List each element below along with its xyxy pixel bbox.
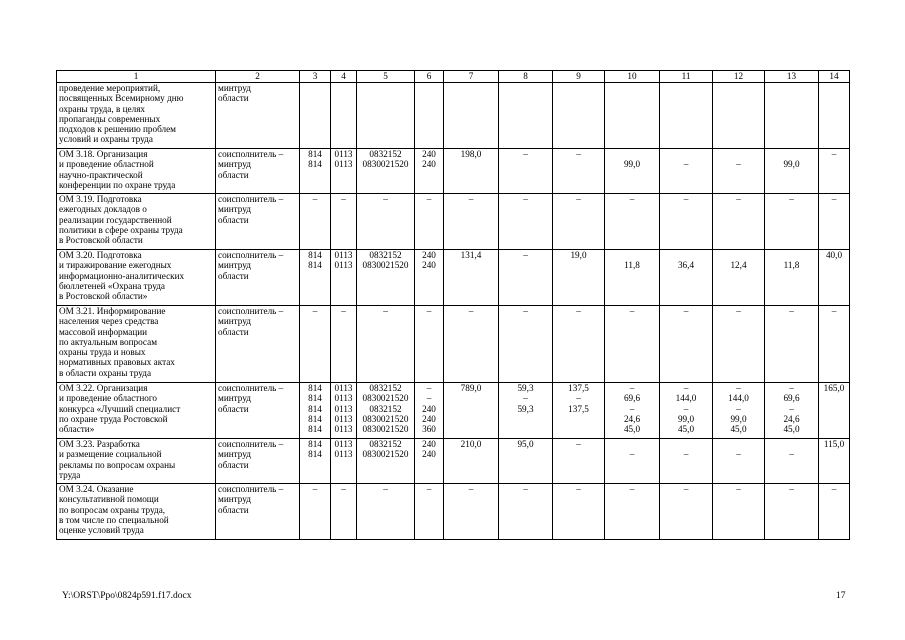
- value-cell: –: [765, 194, 819, 250]
- header-cell-6: 6: [415, 71, 444, 83]
- value-cell: – 69,6 – 24,6 45,0: [605, 383, 660, 439]
- value-cell: –: [553, 484, 605, 540]
- value-cell: 0832152 0830021520 0832152 0830021520 0830021520: [357, 383, 415, 439]
- page-number: 17: [836, 591, 846, 601]
- value-cell: –: [300, 306, 331, 383]
- header-cell-5: 5: [357, 71, 415, 83]
- value-cell: – 69,6 – 24,6 45,0: [765, 383, 819, 439]
- value-cell: –: [553, 194, 605, 250]
- value-cell: –: [415, 194, 444, 250]
- activity-cell: ОМ 3.19. Подготовка ежегодных докладов о реализации государственной политики в сфере охраны труда в Ростовской области: [57, 194, 216, 250]
- value-cell: 240 240: [415, 149, 444, 194]
- value-cell: 12,4: [713, 250, 765, 306]
- value-cell: –: [300, 194, 331, 250]
- value-cell: 814 814 814 814 814: [300, 383, 331, 439]
- value-cell: –: [499, 306, 553, 383]
- value-cell: –: [331, 306, 357, 383]
- executor-cell: соисполнитель – минтруд области: [216, 306, 300, 383]
- activity-cell: ОМ 3.20. Подготовка и тиражирование ежегодных информационно-аналитических бюллетеней «Охрана труда в Ростовской области»: [57, 250, 216, 306]
- header-cell-2: 2: [216, 71, 300, 83]
- value-cell: 210,0: [444, 439, 499, 484]
- table-row: [57, 194, 850, 250]
- value-cell: –: [660, 149, 713, 194]
- value-cell: 40,0: [819, 250, 850, 306]
- value-cell: 814 814: [300, 439, 331, 484]
- table-body: [57, 71, 850, 540]
- value-cell: 789,0: [444, 383, 499, 439]
- value-cell: –: [819, 149, 850, 194]
- header-cell-14: 14: [819, 71, 850, 83]
- value-cell: 814 814: [300, 149, 331, 194]
- value-cell: –: [660, 439, 713, 484]
- value-cell: –: [499, 194, 553, 250]
- value-cell: –: [713, 149, 765, 194]
- value-cell: [660, 83, 713, 149]
- value-cell: –: [499, 484, 553, 540]
- header-cell-12: 12: [713, 71, 765, 83]
- value-cell: –: [605, 306, 660, 383]
- value-cell: –: [357, 194, 415, 250]
- value-cell: – 144,0 – 99,0 45,0: [660, 383, 713, 439]
- table-row: [57, 383, 850, 439]
- executor-cell: соисполнитель – минтруд области: [216, 149, 300, 194]
- activity-cell: ОМ 3.22. Организация и проведение областного конкурса «Лучший специалист по охране труда Ростовской области»: [57, 383, 216, 439]
- value-cell: 0113 0113: [331, 439, 357, 484]
- value-cell: [331, 83, 357, 149]
- table-row: [57, 250, 850, 306]
- value-cell: –: [415, 484, 444, 540]
- value-cell: [300, 83, 331, 149]
- activity-cell: ОМ 3.18. Организация и проведение областной научно-практической конференции по охране труда: [57, 149, 216, 194]
- value-cell: – 144,0 – 99,0 45,0: [713, 383, 765, 439]
- value-cell: –: [553, 306, 605, 383]
- value-cell: –: [499, 250, 553, 306]
- value-cell: 0113 0113 0113 0113 0113: [331, 383, 357, 439]
- value-cell: –: [660, 306, 713, 383]
- table-row: [57, 439, 850, 484]
- value-cell: –: [819, 194, 850, 250]
- executor-cell: соисполнитель – минтруд области: [216, 194, 300, 250]
- executor-cell: соисполнитель – минтруд области: [216, 250, 300, 306]
- table-row: [57, 306, 850, 383]
- value-cell: 99,0: [605, 149, 660, 194]
- value-cell: –: [415, 306, 444, 383]
- value-cell: 11,8: [605, 250, 660, 306]
- value-cell: 19,0: [553, 250, 605, 306]
- value-cell: –: [605, 484, 660, 540]
- value-cell: [357, 83, 415, 149]
- value-cell: –: [765, 439, 819, 484]
- value-cell: –: [819, 306, 850, 383]
- activity-cell: ОМ 3.24. Оказание консультативной помощи по вопросам охраны труда, в том числе по специальной оценке условий труда: [57, 484, 216, 540]
- header-cell-11: 11: [660, 71, 713, 83]
- header-cell-4: 4: [331, 71, 357, 83]
- executor-cell: соисполнитель – минтруд области: [216, 484, 300, 540]
- value-cell: –: [713, 439, 765, 484]
- value-cell: –: [444, 194, 499, 250]
- value-cell: –: [605, 439, 660, 484]
- header-cell-3: 3: [300, 71, 331, 83]
- value-cell: 0113 0113: [331, 149, 357, 194]
- header-cell-13: 13: [765, 71, 819, 83]
- activity-cell: ОМ 3.23. Разработка и размещение социальной рекламы по вопросам охраны труда: [57, 439, 216, 484]
- header-row: [57, 71, 850, 83]
- value-cell: 99,0: [765, 149, 819, 194]
- value-cell: 131,4: [444, 250, 499, 306]
- value-cell: – – 240 240 360: [415, 383, 444, 439]
- value-cell: –: [300, 484, 331, 540]
- header-cell-1: 1: [57, 71, 216, 83]
- value-cell: –: [357, 484, 415, 540]
- value-cell: –: [660, 194, 713, 250]
- value-cell: 59,3 – 59,3: [499, 383, 553, 439]
- value-cell: 0832152 0830021520: [357, 439, 415, 484]
- value-cell: –: [553, 439, 605, 484]
- value-cell: –: [660, 484, 713, 540]
- value-cell: –: [331, 484, 357, 540]
- value-cell: 240 240: [415, 250, 444, 306]
- value-cell: [819, 83, 850, 149]
- activity-cell: проведение мероприятий, посвященных Всемирному дню охраны труда, в целях пропаганды современных подходов к решению проблем условий и охраны труда: [57, 83, 216, 149]
- value-cell: 0832152 0830021520: [357, 149, 415, 194]
- value-cell: [765, 83, 819, 149]
- value-cell: –: [819, 484, 850, 540]
- header-cell-10: 10: [605, 71, 660, 83]
- value-cell: 165,0: [819, 383, 850, 439]
- value-cell: 137,5 – 137,5: [553, 383, 605, 439]
- executor-cell: соисполнитель – минтруд области: [216, 383, 300, 439]
- value-cell: –: [357, 306, 415, 383]
- value-cell: 0113 0113: [331, 250, 357, 306]
- value-cell: –: [605, 194, 660, 250]
- value-cell: 115,0: [819, 439, 850, 484]
- table-row: [57, 83, 850, 149]
- table-row: [57, 484, 850, 540]
- value-cell: –: [553, 149, 605, 194]
- value-cell: –: [499, 149, 553, 194]
- value-cell: 11,8: [765, 250, 819, 306]
- value-cell: –: [765, 484, 819, 540]
- value-cell: [553, 83, 605, 149]
- value-cell: –: [713, 194, 765, 250]
- header-cell-8: 8: [499, 71, 553, 83]
- file-path: Y:\ORST\Ppo\0824p591.f17.docx: [62, 591, 192, 601]
- value-cell: 95,0: [499, 439, 553, 484]
- value-cell: –: [713, 484, 765, 540]
- value-cell: [713, 83, 765, 149]
- table-row: [57, 149, 850, 194]
- program-table: [56, 70, 850, 540]
- value-cell: 36,4: [660, 250, 713, 306]
- value-cell: [444, 83, 499, 149]
- value-cell: 0832152 0830021520: [357, 250, 415, 306]
- executor-cell: соисполнитель – минтруд области: [216, 439, 300, 484]
- value-cell: 814 814: [300, 250, 331, 306]
- value-cell: –: [331, 194, 357, 250]
- executor-cell: минтруд области: [216, 83, 300, 149]
- value-cell: 198,0: [444, 149, 499, 194]
- header-cell-7: 7: [444, 71, 499, 83]
- value-cell: [605, 83, 660, 149]
- header-cell-9: 9: [553, 71, 605, 83]
- value-cell: [415, 83, 444, 149]
- value-cell: –: [765, 306, 819, 383]
- value-cell: –: [444, 306, 499, 383]
- value-cell: –: [713, 306, 765, 383]
- value-cell: –: [444, 484, 499, 540]
- value-cell: 240 240: [415, 439, 444, 484]
- value-cell: [499, 83, 553, 149]
- activity-cell: ОМ 3.21. Информирование населения через средства массовой информации по актуальным вопросам охраны труда и новых нормативных правовых актах в области охраны труда: [57, 306, 216, 383]
